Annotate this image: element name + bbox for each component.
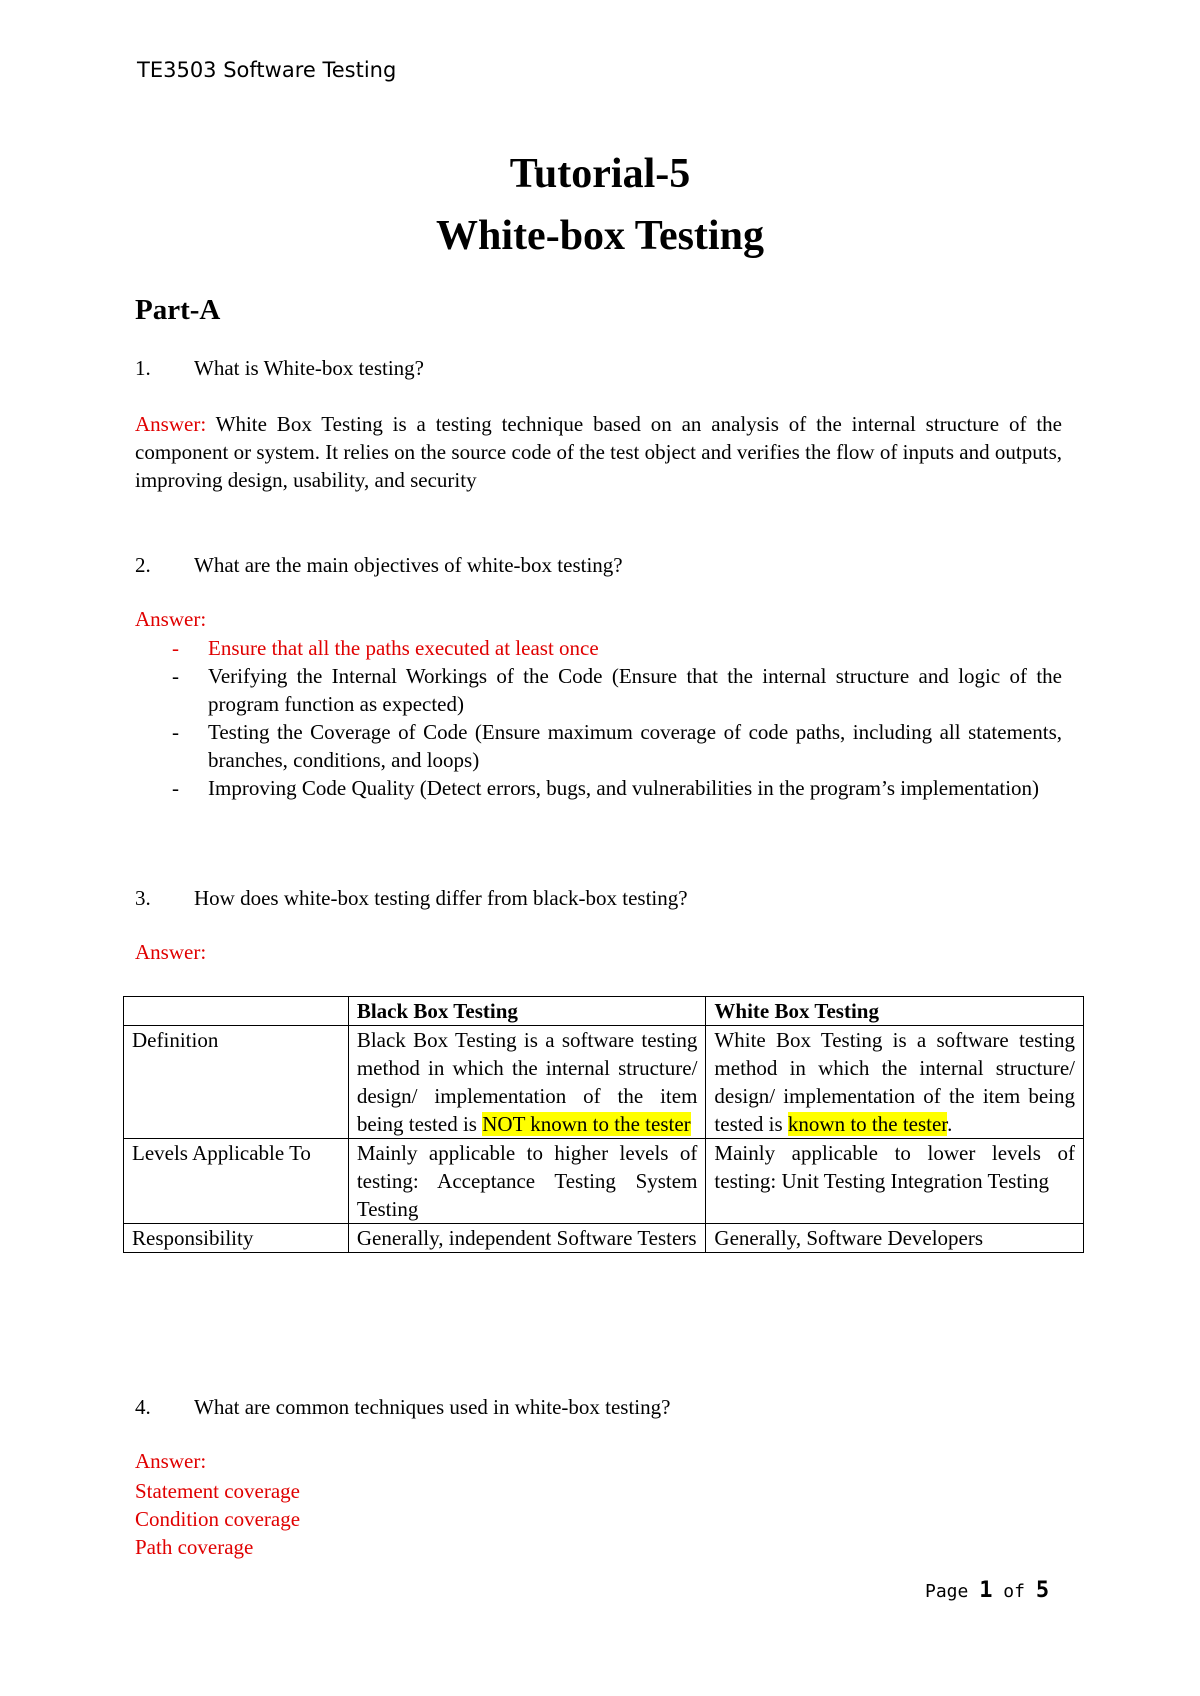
question-number: 1. bbox=[135, 356, 151, 380]
highlight: NOT known to the tester bbox=[482, 1112, 691, 1136]
page-header: TE3503 Software Testing bbox=[137, 58, 397, 82]
tutorial-title: Tutorial-5 bbox=[509, 151, 691, 197]
column-header-black-box: Black Box Testing bbox=[348, 997, 706, 1026]
table-cell bbox=[124, 997, 349, 1026]
question-number: 4. bbox=[135, 1395, 151, 1419]
comparison-table bbox=[123, 996, 1084, 1253]
row-header: Levels Applicable To bbox=[124, 1139, 349, 1224]
answer-label: Answer: bbox=[135, 412, 207, 436]
objectives-list bbox=[135, 634, 1062, 802]
list-item: - Verifying the Internal Workings of the Code (Ensure that the internal structure and logic of the program function as expected) bbox=[172, 664, 1062, 716]
question-1 bbox=[135, 356, 424, 381]
table-row bbox=[124, 997, 1084, 1026]
list-item: - Testing the Coverage of Code (Ensure maximum coverage of code paths, including all statements, branches, conditions, and loops) bbox=[172, 720, 1062, 772]
list-item: - Ensure that all the paths executed at least once bbox=[172, 636, 599, 660]
question-4 bbox=[135, 1395, 670, 1420]
table-cell: Mainly applicable to higher levels of testing: Acceptance Testing System Testing bbox=[348, 1139, 706, 1224]
answer-label: Answer: bbox=[135, 940, 207, 964]
list-item: - Improving Code Quality (Detect errors, bugs, and vulnerabilities in the program’s implementation) bbox=[172, 776, 1040, 800]
list-item: Statement coverage bbox=[135, 1479, 301, 1503]
tutorial-subtitle: White-box Testing bbox=[436, 213, 764, 259]
question-3 bbox=[135, 886, 688, 911]
table-cell: White Box Testing is a software testing method in which the internal structure/ design/ implementation of the item being tested is known to the tester. bbox=[706, 1026, 1084, 1139]
row-header: Responsibility bbox=[124, 1224, 349, 1253]
techniques-list bbox=[135, 1477, 300, 1561]
answer-label: Answer: bbox=[135, 607, 207, 631]
page-word: Page bbox=[925, 1581, 969, 1602]
list-item: Path coverage bbox=[135, 1535, 254, 1559]
of-word: of bbox=[1003, 1581, 1025, 1602]
question-text: What are common techniques used in white-box testing? bbox=[194, 1395, 671, 1419]
question-number: 3. bbox=[135, 886, 151, 910]
table-cell: Black Box Testing is a software testing method in which the internal structure/ design/ implementation of the item being tested is NOT known to the tester bbox=[348, 1026, 706, 1139]
part-heading: Part-A bbox=[135, 294, 221, 326]
table-cell: Generally, Software Developers bbox=[706, 1224, 1084, 1253]
question-text: What are the main objectives of white-box testing? bbox=[194, 553, 623, 577]
question-number: 2. bbox=[135, 553, 151, 577]
highlight: known to the tester bbox=[787, 1112, 948, 1136]
question-text: What is White-box testing? bbox=[194, 356, 424, 380]
table-row bbox=[124, 1224, 1084, 1253]
list-item: Condition coverage bbox=[135, 1507, 301, 1531]
answer-label: Answer: bbox=[135, 1449, 207, 1473]
table-cell: Generally, independent Software Testers bbox=[348, 1224, 706, 1253]
column-header-white-box: White Box Testing bbox=[706, 997, 1084, 1026]
table-row bbox=[124, 1139, 1084, 1224]
row-header: Definition bbox=[124, 1026, 349, 1139]
page-footer bbox=[925, 1578, 1049, 1603]
page-number: 1 bbox=[979, 1578, 993, 1603]
question-text: How does white-box testing differ from black-box testing? bbox=[194, 886, 688, 910]
answer-1 bbox=[135, 410, 1062, 494]
table-cell: Mainly applicable to lower levels of testing: Unit Testing Integration Testing bbox=[706, 1139, 1084, 1224]
answer-text: White Box Testing is a testing technique based on an analysis of the internal structure of the component or system. It relies on the source code of the test object and verifies the flow of inputs and outputs, improving design, usability, and security bbox=[135, 412, 1062, 492]
total-pages: 5 bbox=[1035, 1578, 1050, 1603]
table-row bbox=[124, 1026, 1084, 1139]
question-2 bbox=[135, 553, 623, 578]
